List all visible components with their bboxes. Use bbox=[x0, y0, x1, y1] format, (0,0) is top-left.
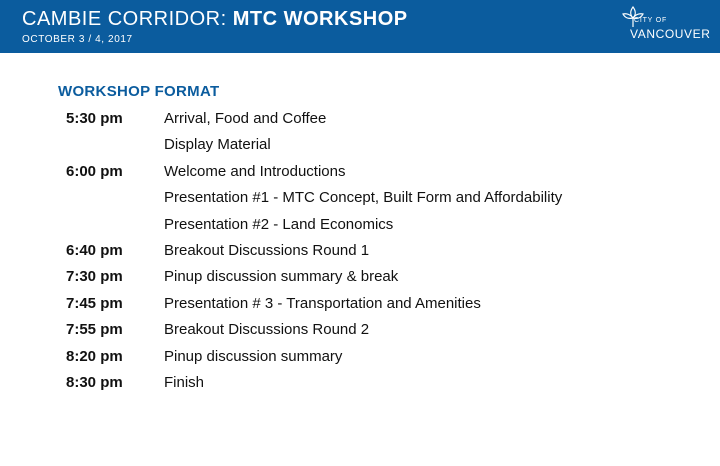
agenda-item: Pinup discussion summary & break bbox=[164, 268, 399, 286]
agenda-item: Presentation # 3 - Transportation and Amenities bbox=[164, 294, 481, 312]
agenda-list bbox=[0, 107, 720, 397]
title-bold: MTC WORKSHOP bbox=[232, 8, 408, 30]
agenda-time: 8:20 pm bbox=[66, 347, 123, 365]
agenda-row bbox=[0, 133, 720, 159]
agenda-row bbox=[0, 292, 720, 318]
agenda-row bbox=[0, 371, 720, 397]
agenda-item: Finish bbox=[164, 373, 205, 391]
agenda-time: 6:40 pm bbox=[66, 241, 123, 259]
agenda-item: Display Material bbox=[164, 136, 271, 154]
page-title bbox=[22, 8, 408, 31]
agenda-row bbox=[0, 239, 720, 265]
agenda-time: 7:30 pm bbox=[66, 268, 123, 286]
agenda-row bbox=[0, 213, 720, 239]
agenda-time: 7:45 pm bbox=[66, 294, 123, 312]
agenda-row bbox=[0, 160, 720, 186]
agenda-time: 8:30 pm bbox=[66, 373, 123, 391]
title-light: CAMBIE CORRIDOR: bbox=[22, 8, 233, 30]
agenda-row bbox=[0, 186, 720, 212]
agenda-item: Presentation #1 - MTC Concept, Built Form and Affordability bbox=[164, 189, 563, 207]
agenda-time: 5:30 pm bbox=[66, 110, 123, 127]
city-logo bbox=[620, 5, 710, 47]
section-title: WORKSHOP FORMAT bbox=[58, 83, 220, 100]
agenda-row bbox=[0, 345, 720, 371]
agenda-row bbox=[0, 107, 720, 133]
logo-name-text: VANCOUVER bbox=[630, 27, 711, 41]
agenda-item: Pinup discussion summary bbox=[164, 347, 343, 365]
agenda-time: 6:00 pm bbox=[66, 162, 123, 180]
agenda-item: Presentation #2 - Land Economics bbox=[164, 215, 394, 233]
page-subtitle: OCTOBER 3 / 4, 2017 bbox=[22, 34, 133, 45]
agenda-time: 7:55 pm bbox=[66, 321, 123, 339]
agenda-row bbox=[0, 318, 720, 344]
agenda-row bbox=[0, 265, 720, 291]
agenda-item: Welcome and Introductions bbox=[164, 162, 346, 180]
logo-city-text: CITY OF bbox=[634, 17, 668, 24]
agenda-item: Breakout Discussions Round 2 bbox=[164, 321, 370, 339]
agenda-item: Breakout Discussions Round 1 bbox=[164, 241, 370, 259]
agenda-item: Arrival, Food and Coffee bbox=[164, 110, 327, 127]
header-bar bbox=[0, 0, 720, 53]
